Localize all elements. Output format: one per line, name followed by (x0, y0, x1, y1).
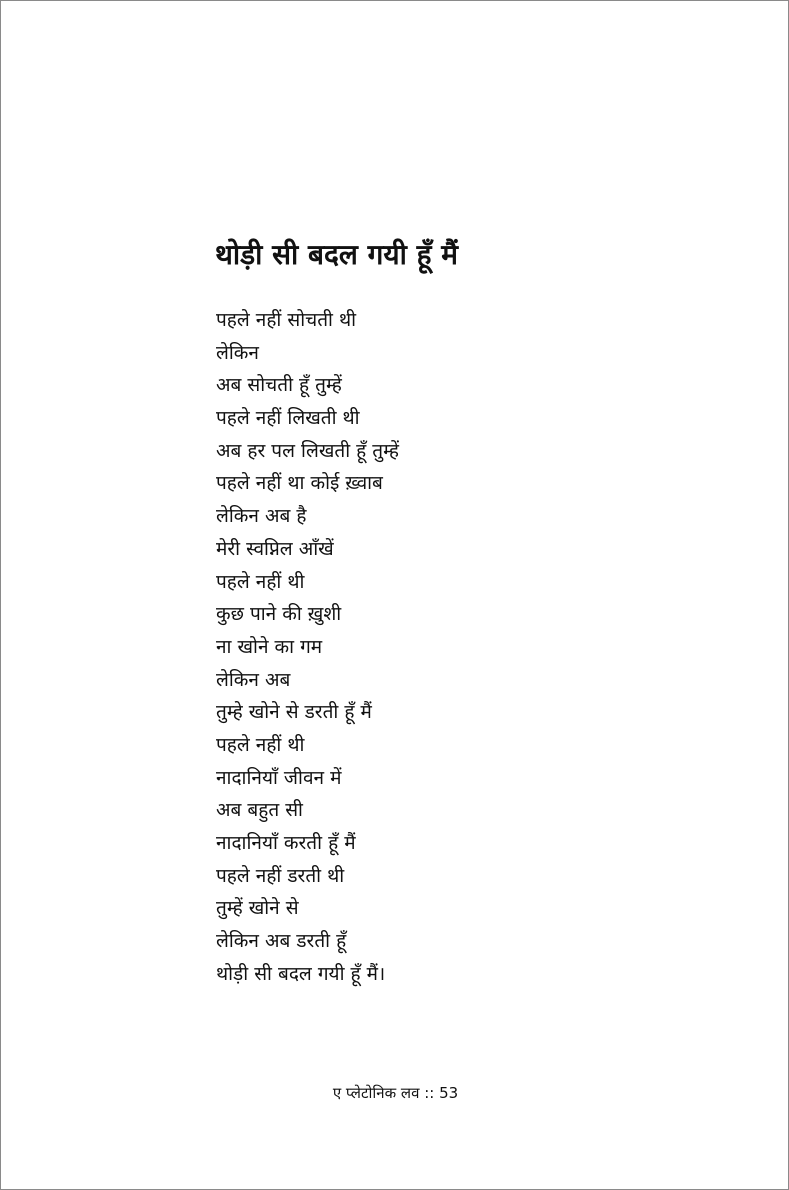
poem-line: तुम्हें खोने से (216, 897, 299, 920)
poem-line: ना खोने का गम (216, 635, 323, 658)
poem-line: लेकिन अब (216, 668, 291, 691)
page-footer: ए प्लेटोनिक लव :: 53 (332, 1084, 459, 1102)
poem-line: पहले नहीं थी (216, 733, 305, 756)
poem-line: तुम्हे खोने से डरती हूँ मैं (216, 701, 372, 724)
poem-body (216, 304, 399, 990)
poem-line: पहले नहीं थी (216, 570, 305, 593)
poem-line: अब हर पल लिखती हूँ तुम्हें (216, 439, 399, 462)
poem-line: लेकिन अब डरती हूँ (216, 930, 347, 953)
poem-line: नादानियाँ जीवन में (216, 766, 342, 789)
poem-line: पहले नहीं डरती थी (216, 864, 345, 887)
poem-line: पहले नहीं लिखती थी (216, 407, 360, 430)
poem-line: पहले नहीं सोचती थी (216, 309, 357, 331)
poem-line: नादानियाँ करती हूँ मैं (216, 832, 356, 854)
poem-line: लेकिन अब है (216, 505, 307, 528)
poem-line: थोड़ी सी बदल गयी हूँ मैं। (216, 962, 386, 985)
poem-line: अब सोचती हूँ तुम्हें (216, 374, 342, 397)
poem-title: थोड़ी सी बदल गयी हूँ मैं (215, 238, 459, 271)
poem-line: लेकिन (216, 341, 259, 364)
poem-line: अब बहुत सी (216, 799, 303, 822)
poem-line: कुछ पाने की ख़ुशी (216, 603, 342, 626)
poem-line: मेरी स्वप्निल आँखें (216, 537, 334, 560)
poem-line: पहले नहीं था कोई ख़्वाब (216, 472, 383, 495)
